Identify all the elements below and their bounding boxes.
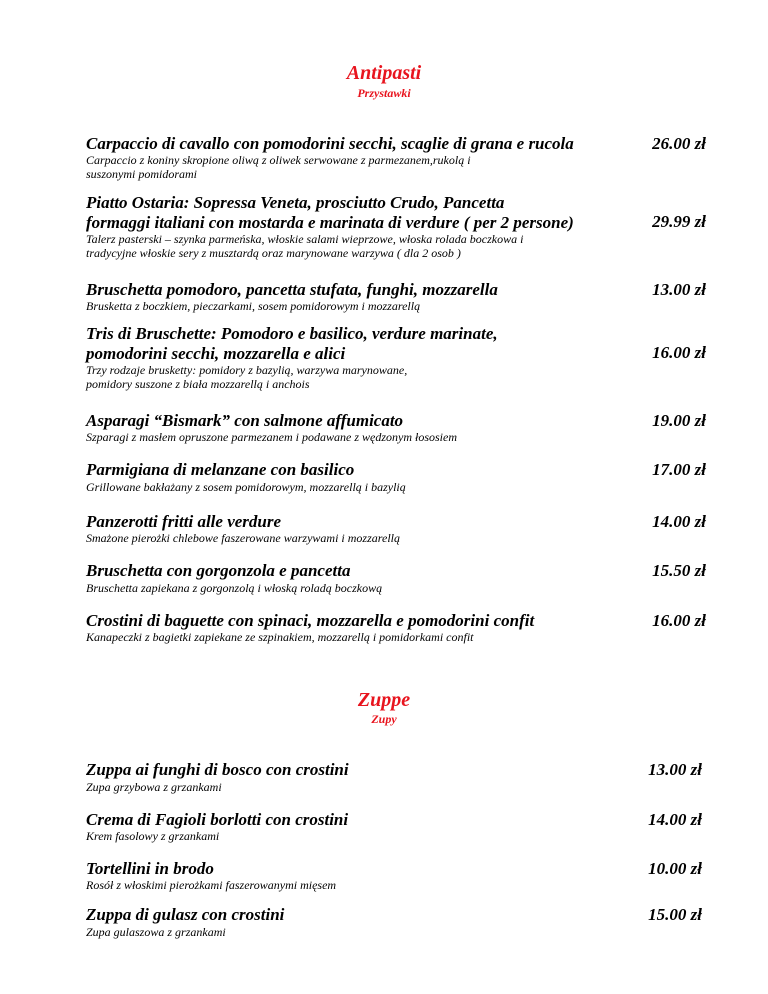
item-price: 10.00 zł xyxy=(648,859,702,878)
item-price: 19.00 zł xyxy=(652,411,706,430)
item-name: Zuppa ai funghi di bosco con crostini xyxy=(86,760,349,779)
item-name: Carpaccio di cavallo con pomodorini secchi, scaglie di grana e rucola xyxy=(86,134,574,153)
item-description: Szparagi z masłem opruszone parmezanem i podawane z wędzonym łososiem xyxy=(86,430,457,444)
section-subtitle-zuppe: Zupy xyxy=(371,712,397,726)
item-description: Brusketta z boczkiem, pieczarkami, sosem pomidorowym i mozzarellą xyxy=(86,299,421,313)
section-title-zuppe: Zuppe xyxy=(357,689,411,711)
item-price: 29.99 zł xyxy=(652,212,706,231)
item-name: Zuppa di gulasz con crostini xyxy=(86,905,285,924)
item-name: Crostini di baguette con spinaci, mozzarella e pomodorini confit xyxy=(86,611,535,630)
item-description: Zupa grzybowa z grzankami xyxy=(86,780,222,794)
item-price: 15.50 zł xyxy=(652,561,706,580)
item-price: 15.00 zł xyxy=(648,905,702,924)
item-description: Zupa gulaszowa z grzankami xyxy=(86,925,226,939)
item-name: Panzerotti fritti alle verdure xyxy=(86,512,282,531)
item-name: Bruschetta pomodoro, pancetta stufata, funghi, mozzarella xyxy=(86,280,498,299)
item-price: 17.00 zł xyxy=(652,460,706,479)
item-name: Parmigiana di melanzane con basilico xyxy=(86,460,355,479)
item-name: Asparagi “Bismark” con salmone affumicato xyxy=(86,411,404,430)
item-description: Kanapeczki z bagietki zapiekane ze szpinakiem, mozzarellą i pomidorkami confit xyxy=(86,630,474,644)
section-subtitle-antipasti: Przystawki xyxy=(357,86,411,100)
item-description: Krem fasolowy z grzankami xyxy=(86,829,220,843)
item-description: Smażone pierożki chlebowe faszerowane warzywami i mozzarellą xyxy=(86,531,400,545)
item-description: Bruschetta zapiekana z gorgonzolą i włoską roladą boczkową xyxy=(86,581,383,595)
item-name: Tortellini in brodo xyxy=(86,859,214,878)
item-name: Bruschetta con gorgonzola e pancetta xyxy=(86,561,351,580)
item-name: Crema di Fagioli borlotti con crostini xyxy=(86,810,349,829)
item-price: 16.00 zł xyxy=(652,611,706,630)
item-price: 26.00 zł xyxy=(652,134,706,153)
item-name: Tris di Bruschette: Pomodoro e basilico, verdure marinate, pomodorini secchi, mozzarella e alici xyxy=(86,324,498,363)
item-name: Piatto Ostaria: Sopressa Veneta, prosciutto Crudo, Pancetta formaggi italiani con mostarda e marinata di verdure ( per 2 persone) xyxy=(86,193,574,232)
item-price: 13.00 zł xyxy=(652,280,706,299)
item-price: 16.00 zł xyxy=(652,343,706,362)
item-description: Rosół z włoskimi pierożkami faszerowanymi mięsem xyxy=(86,878,337,892)
item-price: 14.00 zł xyxy=(652,512,706,531)
section-title-antipasti: Antipasti xyxy=(346,62,422,84)
item-price: 13.00 zł xyxy=(648,760,702,779)
item-description: Talerz pasterski – szynka parmeńska, włoskie salami wieprzowe, włoska rolada boczkowa i tradycyjne włoskie sery z musztardą oraz marynowane warzywa ( dla 2 osob ) xyxy=(86,232,524,260)
item-description: Grillowane bakłażany z sosem pomidorowym, mozzarellą i bazylią xyxy=(86,480,406,494)
item-description: Trzy rodzaje brusketty: pomidory z bazylią, warzywa marynowane, pomidory suszone z biała mozzarellą i anchois xyxy=(86,363,408,391)
item-description: Carpaccio z koniny skropione oliwą z oliwek serwowane z parmezanem,rukolą i suszonymi pomidorami xyxy=(86,153,471,181)
item-price: 14.00 zł xyxy=(648,810,702,829)
